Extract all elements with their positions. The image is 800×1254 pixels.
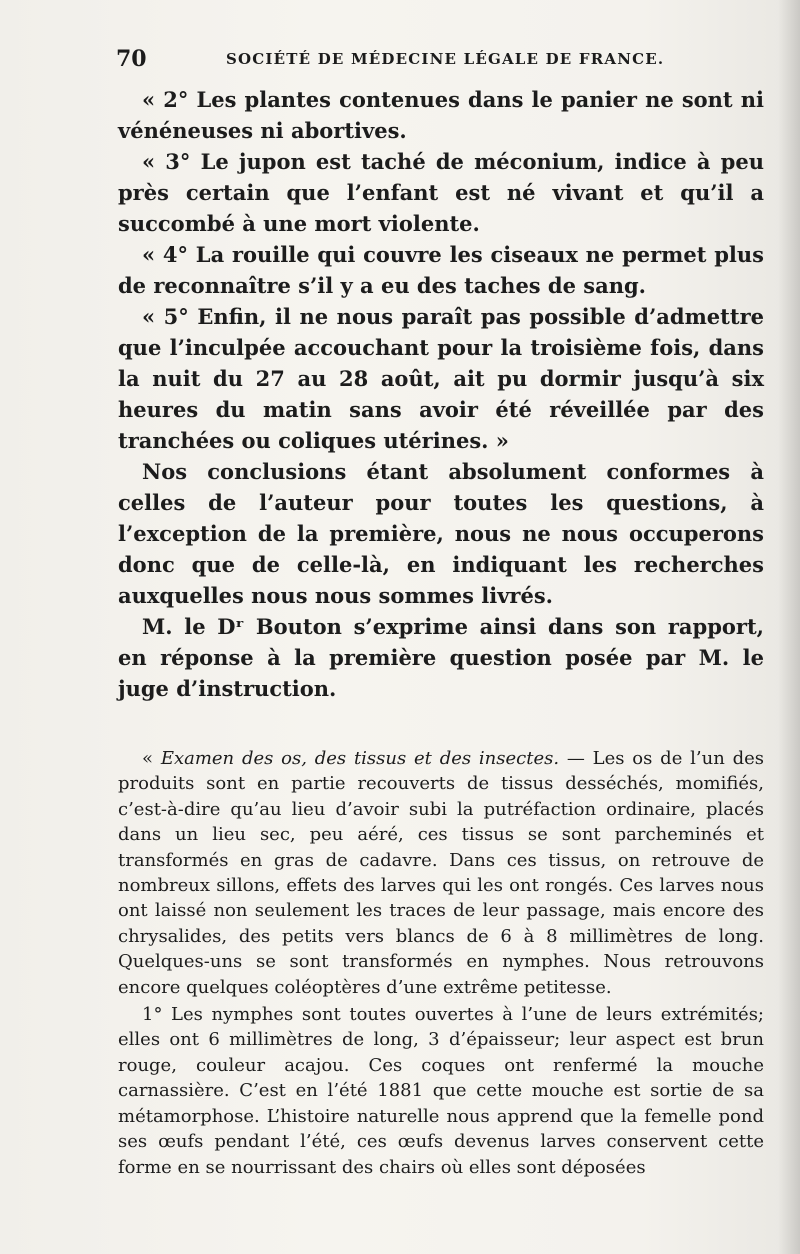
running-head [116,46,756,74]
quote-section-title: Examen des os, des tissus et des insectes. [160,748,560,769]
paragraph-conclusion-4: « 4° La rouille qui couvre les ciseaux ne permet plus de reconnaître s’il y a eu des taches de sang. [118,242,764,298]
page-number: 70 [116,46,147,72]
page-body [118,84,764,1180]
quote-text: — Les os de l’un des produits sont en partie recouverts de tissus desséchés, momifiés, c’est-à-dire qu’au lieu d’avoir subi la putréfaction ordinaire, placés dans un lieu sec, peu aéré, ces tissus se sont parcheminés et transformés en gras de cadavre. Dans ces tissus, on retrouve de nombreux sillons, effets des larves qui les ont rongés. Ces larves nous ont laissé non seulement les traces de leur passage, mais encore des chrysalides, des petits vers blancs de 6 à 8 millimètres de long. Quelques-uns se sont transformés en nymphes. Nous retrouvons encore quelques coléoptères d’une extrême petitesse. [118,748,765,998]
section-gap [118,704,764,746]
running-title: SOCIÉTÉ DE MÉDECINE LÉGALE DE FRANCE. [226,50,665,68]
paragraph-quote-examination [118,746,764,1000]
paragraph-nymphs: 1° Les nymphes sont toutes ouvertes à l’une de leurs extrémités; elles ont 6 millimètres de long, 3 d’épaisseur; leur aspect est brun rouge, couleur acajou. Ces coques ont renfermé la mouche carnassière. C’est en l’été 1881 que cette mouche est sortie de sa métamorphose. L’histoire naturelle nous apprend que la femelle pond ses œufs pendant l’été, ces œufs devenus larves conservent cette forme en se nourrissant des chairs où elles sont déposées [118,1004,764,1178]
paragraph-conclusion-3: « 3° Le jupon est taché de méconium, indice à peu près certain que l’enfant est né vivant et qu’il a succombé à une mort violente. [118,149,764,236]
paragraph-conclusion-5: « 5° Enfin, il ne nous paraît pas possible d’admettre que l’inculpée accouchant pour la troisième fois, dans la nuit du 27 au 28 août, ait pu dormir jusqu’à six heures du matin sans avoir été réveillée par des tranchées ou coliques utérines. » [118,304,764,453]
paragraph-conclusion-2: « 2° Les plantes contenues dans le panier ne sont ni vénéneuses ni abortives. [118,87,764,143]
paragraph-our-conclusions: Nos conclusions étant absolument conformes à celles de l’auteur pour toutes les questions, à l’exception de la première, nous ne nous occuperons donc que de celle-là, en indiquant les recherches auxquelles nous nous sommes livrés. [118,459,764,608]
quote-lead: « [142,748,161,769]
page-edge-shadow [778,0,800,1254]
paragraph-bouton-report: M. le Dʳ Bouton s’exprime ainsi dans son rapport, en réponse à la première question posée par M. le juge d’instruction. [118,614,764,701]
